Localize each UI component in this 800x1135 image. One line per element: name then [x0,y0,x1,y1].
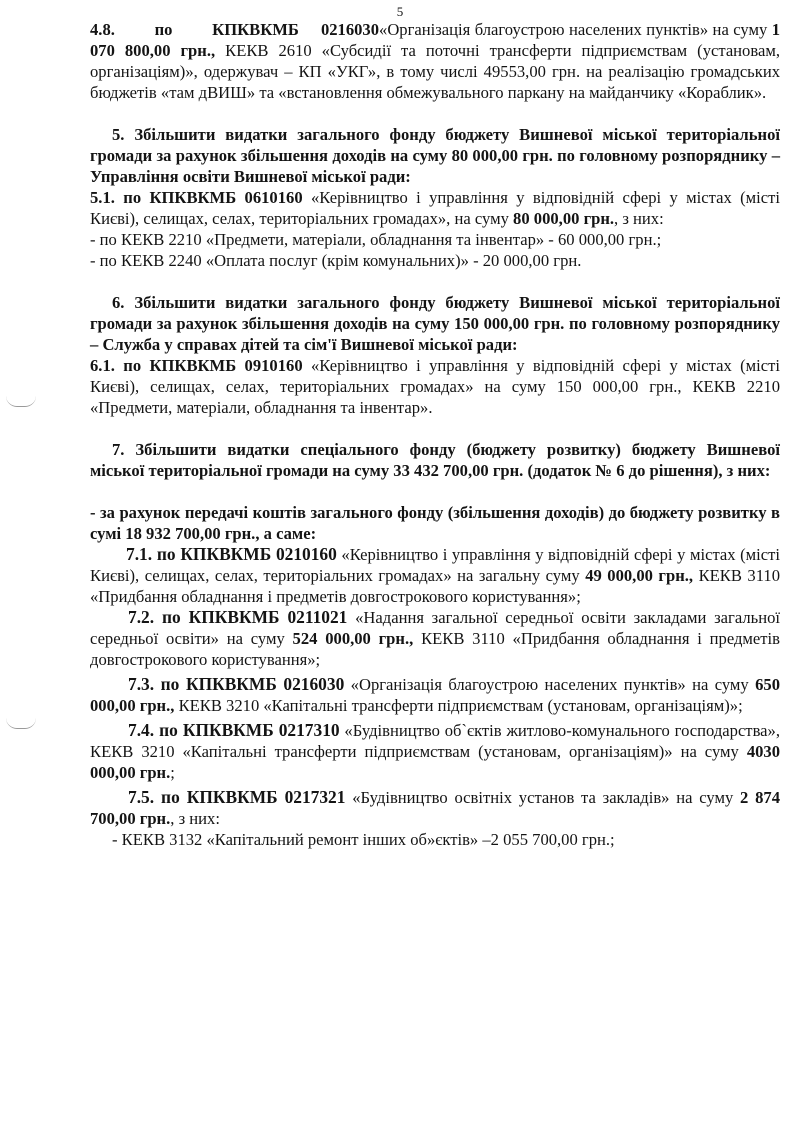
paragraph-7-1 [90,544,780,607]
punch-hole-mark [6,396,36,407]
code-label: КПКВКМБ [212,20,299,39]
dash-line-7-5-1: - КЕКВ 3132 «Капітальний ремонт інших об»єктів» –2 055 700,00 грн.; [112,830,615,849]
text-part: , з них: [614,209,664,228]
item-head: 7.2. по КПКВКМБ 0211021 [128,607,348,627]
text-part: «Будівництво освітніх установ та закладів» на суму [352,788,734,807]
paragraph-7-3 [90,674,780,716]
item-po: по [154,20,173,39]
section-6-heading [90,292,780,355]
transfer-text: - за рахунок передачі коштів загального фонду (збільшення доходів) до бюджету розвитку в сумі 18 932 700,00 грн., а саме: [90,503,780,543]
paragraph-4-8 [90,19,780,103]
item-head: 7.1. по КПКВКМБ 0210160 [126,544,337,564]
paragraph-5-1 [90,187,780,229]
text-part: «Будівництво об`єктів житлово-комунального господарства», КЕКВ 3210 «Капітальні трансферти підприємствам (установам, організаціям)» на суму [90,721,780,761]
punch-hole-mark [6,718,36,729]
text-part: «Організація благоустрою населених пунктів» на [379,20,729,39]
text-part: «Керівництво і управління у відповідній сфері у містах (місті Києві), селищах, селах, територіальних громадах», на суму [90,188,780,228]
section-5-heading [90,124,780,187]
text-part: суму [733,20,768,39]
document-body [90,19,780,850]
code-value: 0216030 [320,20,380,39]
heading-text: 6. Збільшити видатки загального фонду бюджету Вишневої міської територіальної громади за рахунок збільшення доходів на суму 150 000,00 грн. по головному розпоряднику – Служба у справах дітей та сім'ї Вишневої міської ради: [90,293,780,354]
text-part: ; [170,763,175,782]
item-number: 4.8. [90,20,115,39]
item-head: 7.4. по КПКВКМБ 0217310 [128,720,340,740]
amount: 650 000,00 грн., [90,675,781,715]
paragraph-7-4 [90,720,780,783]
item-head: 6.1. по КПКВКМБ 0910160 [90,356,303,375]
section-7-heading [90,439,780,481]
text-part: , з них: [170,809,220,828]
text-part: КЕКВ 3210 «Капітальні трансферти підприємствам (установам, організаціям)»; [178,696,743,715]
paragraph-6-1 [90,355,780,418]
amount: 2 874 700,00 грн. [90,788,781,828]
amount: 1 070 800,00 грн., [90,20,780,60]
transfer-paragraph [90,502,780,544]
paragraph-7-5 [90,787,780,829]
text-part: «Керівництво і управління у відповідній сфері у містах (місті Києві), селищах, селах, територіальних громадах» на загальну суму [90,545,780,585]
item-head: 5.1. по КПКВКМБ 0610160 [90,188,303,207]
amount: 524 000,00 грн., [292,629,414,648]
paragraph-7-2 [90,607,780,670]
dash-line-2: - по КЕКВ 2240 «Оплата послуг (крім комунальних)» - 20 000,00 грн. [90,251,582,270]
text-part: КЕКВ 3110 «Придбання обладнання і предметів довгострокового користування»; [90,566,780,606]
heading-text: 7. Збільшити видатки спеціального фонду (бюджету розвитку) бюджету Вишневої міської територіальної громади на суму 33 432 700,00 грн. (додаток № 6 до рішення), з них: [90,440,780,480]
text-part: «Організація благоустрою населених пунктів» на суму [350,675,749,694]
item-head: 7.5. по КПКВКМБ 0217321 [128,787,346,807]
text-part: «Керівництво і управління у відповідній сфері у містах (місті Києві), селищах, селах, територіальних громадах» на суму 150 000,00 грн., КЕКВ 2210 «Предмети, матеріали, обладнання та інвентар». [90,356,780,417]
heading-text: 5. Збільшити видатки загального фонду бюджету Вишневої міської територіальної громади за рахунок збільшення доходів на суму 80 000,00 грн. по головному розпоряднику – Управління освіти Вишневої міської ради: [90,125,780,186]
page-number: 5 [396,4,404,19]
text-part: «Надання загальної середньої освіти закладами загальної середньої освіти» на суму [90,608,780,648]
amount: 80 000,00 грн. [513,209,615,228]
text-part: КЕКВ 3110 «Придбання обладнання і предметів довгострокового користування»; [90,629,780,669]
text-part: КЕКВ 2610 «Субсидії та поточні трансферти підприємствам (установам, організаціям)», одержувач – КП «УКГ», в тому числі 49553,00 грн. на реалізацію громадських бюджетів «там дВИШ» та «встановлення обмежувального паркану на майданчику «Кораблик». [90,41,780,102]
amount: 4030 000,00 грн. [90,742,781,782]
item-head: 7.3. по КПКВКМБ 0216030 [128,674,345,694]
dash-line-1: - по КЕКВ 2210 «Предмети, матеріали, обладнання та інвентар» - 60 000,00 грн.; [90,230,662,249]
amount: 49 000,00 грн., [585,566,694,585]
